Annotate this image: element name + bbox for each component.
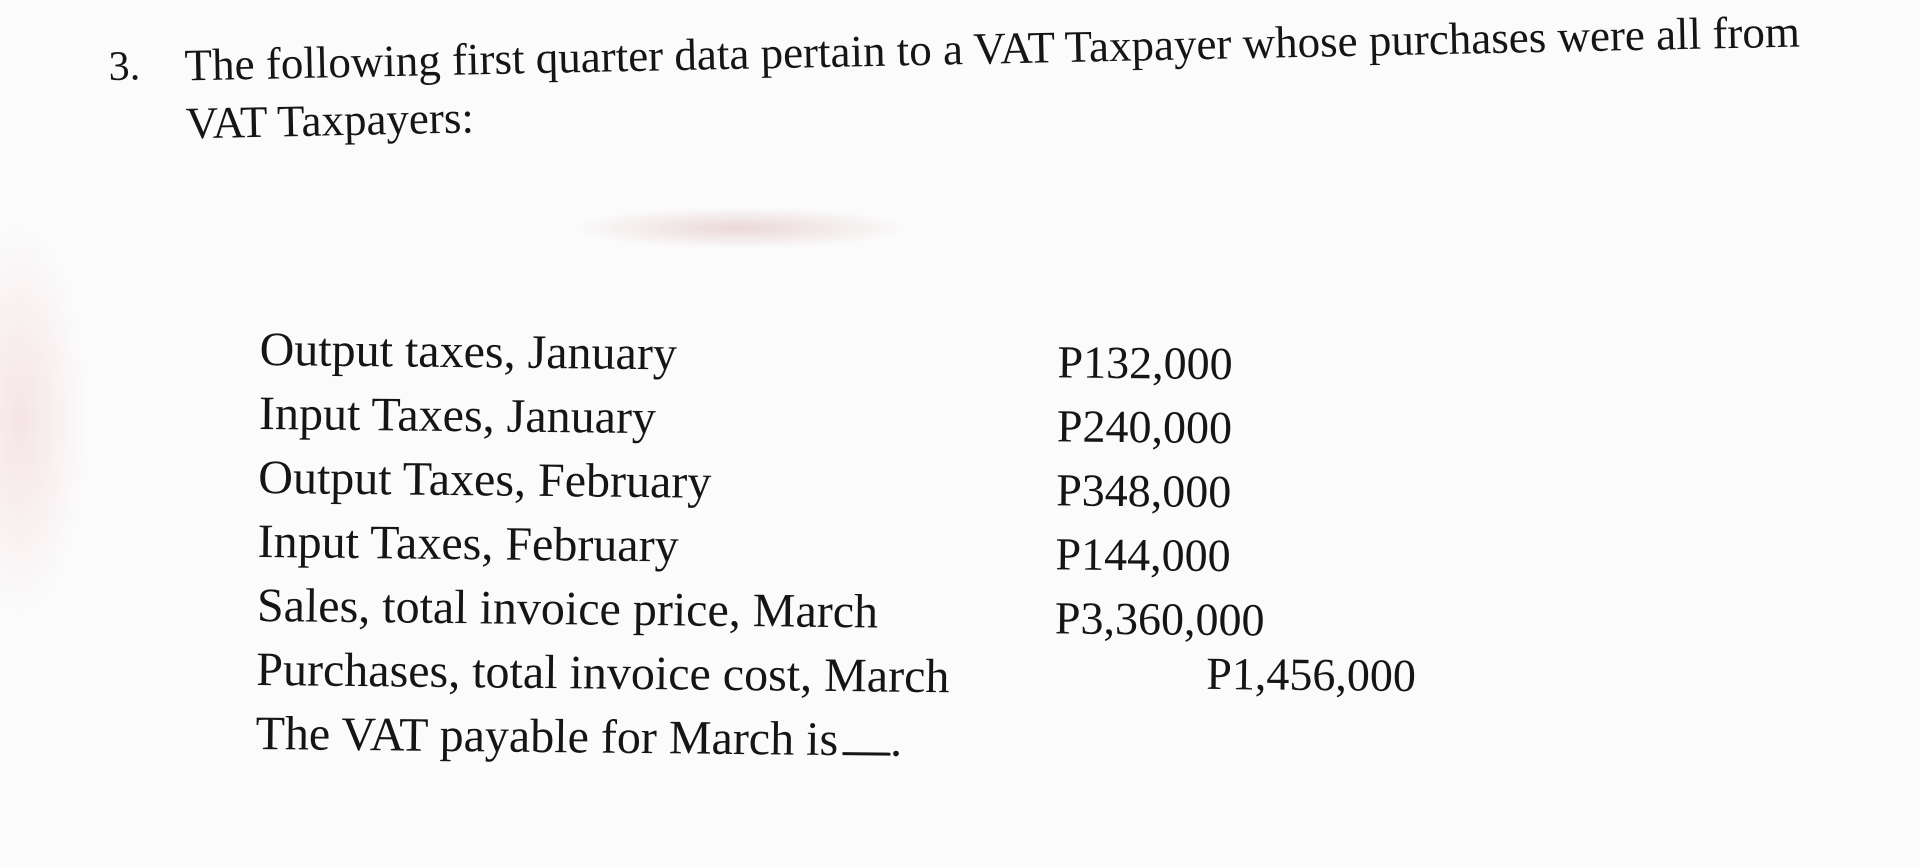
item-amount: P3,360,000: [1054, 592, 1265, 646]
answer-blank: [842, 708, 890, 756]
item-label: Output taxes, January: [259, 322, 678, 381]
item-label: Purchases, total invoice cost, March: [256, 642, 950, 704]
prompt-end: .: [889, 713, 903, 767]
item-label: Input Taxes, January: [258, 386, 657, 445]
item-amount: P240,000: [1056, 400, 1233, 454]
data-list: [255, 318, 1660, 781]
question-number: 3.: [108, 43, 141, 90]
item-label: Output Taxes, February: [258, 450, 712, 509]
item-label: Input Taxes, February: [257, 514, 679, 573]
item-amount: P144,000: [1055, 528, 1231, 582]
question-text: The following first quarter data pertain to a VAT Taxpayer whose purchases were all from VAT Taxpayers:: [184, 6, 1801, 149]
item-amount: P348,000: [1055, 464, 1232, 518]
prompt-text: The VAT payable for March is: [255, 706, 839, 767]
question-block: [108, 1, 1890, 154]
item-label: Sales, total invoice price, March: [256, 578, 879, 639]
answer-prompt: [255, 702, 1656, 781]
item-amount: P132,000: [1057, 336, 1233, 390]
item-amount: P1,456,000: [1206, 647, 1417, 702]
